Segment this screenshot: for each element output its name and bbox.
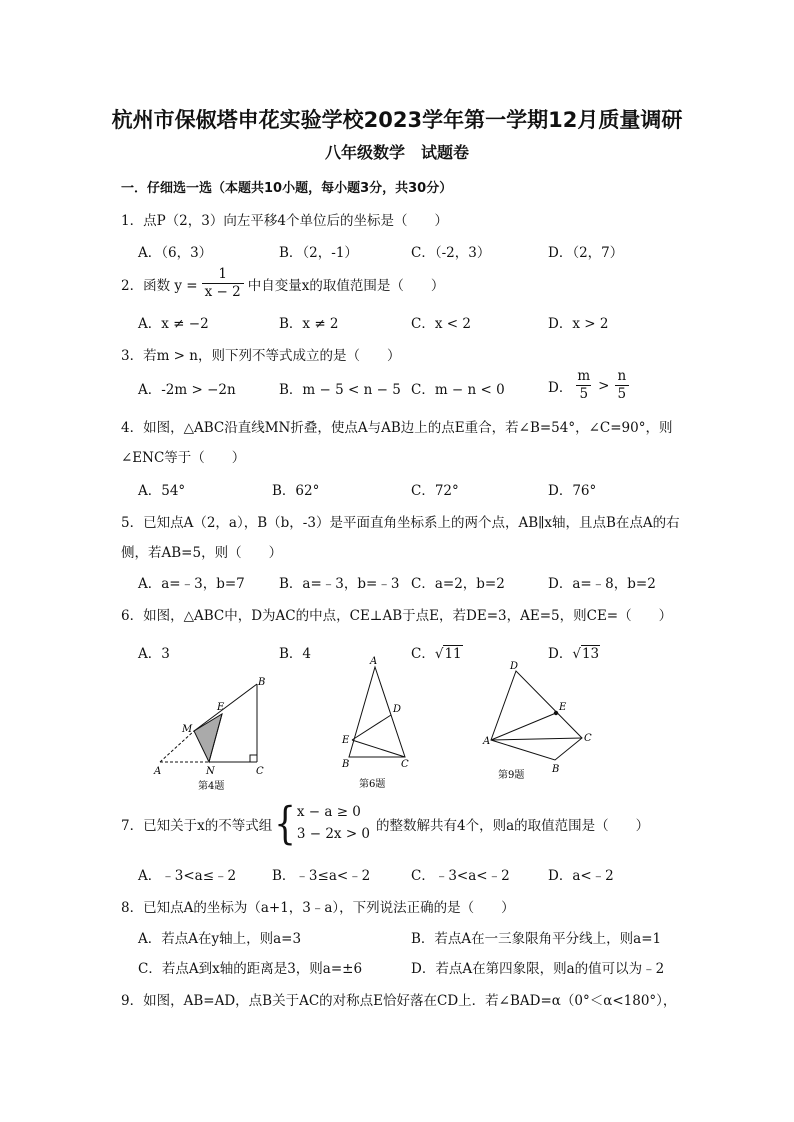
q7-text-before: 7．已知关于x的不等式组 (121, 817, 273, 834)
q7-option-b: B．﹣3≤a<﹣2 (272, 868, 371, 884)
fig4-right-angle-mark (250, 755, 257, 762)
q5-option-a: A．a=﹣3，b=7 (138, 576, 245, 592)
q3-option-d-label: D． (548, 379, 573, 396)
q6-option-d-label: D． (548, 646, 573, 662)
q6-option-a: A．3 (138, 646, 170, 662)
fig9-label-d: D (510, 661, 519, 672)
sqrt-sign: √ (434, 646, 444, 662)
question-1: 1．点P（2，3）向左平移4个单位后的坐标是（ ） (121, 213, 448, 229)
q7-inequality-2: 3 − 2x > 0 (296, 825, 371, 842)
fig4-label-b: B (258, 677, 266, 688)
fig9-caption: 第9题 (498, 770, 525, 781)
q8-option-b: B．若点A在一三象限角平分线上，则a=1 (411, 931, 662, 947)
question-7 (121, 797, 650, 850)
fig4-label-a: A (154, 766, 162, 777)
fig6-caption: 第6题 (359, 779, 386, 790)
fig6-label-b: B (342, 759, 350, 770)
fig9-outline-adcb (491, 671, 582, 760)
left-brace: { (274, 797, 296, 850)
section-heading: 一．仔细选一选（本题共10小题，每小题3分，共30分） (121, 181, 453, 196)
q2-option-b: B．x ≠ 2 (279, 316, 339, 332)
q3-option-d-op: > (598, 377, 610, 394)
question-4-line-2: ∠ENC等于（ ） (121, 450, 246, 466)
exam-title: 杭州市保俶塔申花实验学校2023学年第一学期12月质量调研 (111, 108, 683, 132)
fig9-label-b: B (552, 764, 560, 775)
exam-subtitle: 八年级数学 试题卷 (324, 143, 469, 162)
q7-inequality-system (297, 802, 370, 845)
fig6-label-e: E (342, 735, 350, 746)
q2-option-a: A．x ≠ −2 (138, 316, 209, 332)
question-6: 6．如图，△ABC中，D为AC的中点，CE⊥AB于点E，若DE=3，AE=5，则CE=（ ） (121, 608, 673, 624)
question-3: 3．若m > n，则下列不等式成立的是（ ） (121, 348, 401, 364)
q2-option-d: D．x > 2 (548, 316, 609, 332)
q7-option-c: C．﹣3<a<﹣2 (411, 868, 510, 884)
q4-option-c: C．72° (411, 483, 459, 499)
fig6-label-a: A (370, 656, 378, 667)
q6-option-c-radicand: 11 (444, 646, 462, 662)
q5-option-c: C．a=2，b=2 (411, 576, 505, 592)
q6-option-b: B．4 (279, 646, 312, 662)
q1-option-a: A．（6，3） (138, 245, 213, 261)
q8-option-a: A．若点A在y轴上，则a=3 (138, 931, 302, 947)
fig4-label-c: C (256, 766, 264, 777)
fig6-line-ce (352, 740, 405, 757)
q3-option-d-right-fraction (614, 369, 629, 402)
fig4-label-m: M (182, 724, 193, 735)
q1-option-d: D．（2，7） (548, 245, 624, 261)
q2-numerator: 1 (218, 266, 227, 282)
q3-d-left-num: m (577, 368, 591, 384)
fig9-label-e: E (559, 702, 567, 713)
fig4-caption: 第4题 (198, 781, 225, 792)
question-5-line-2: 侧，若AB=5，则（ ） (121, 545, 283, 561)
q3-option-d (548, 369, 631, 402)
q7-option-d: D．a<﹣2 (548, 868, 614, 884)
q6-option-d-radicand: 13 (581, 646, 600, 662)
q2-text-after: 中自变量x的取值范围是（ ） (247, 277, 445, 294)
q2-denominator: x − 2 (202, 283, 244, 301)
fig4-line-me (194, 684, 257, 731)
q3-d-left-den: 5 (576, 385, 591, 403)
fig9-label-a: A (483, 736, 491, 747)
q2-option-c: C．x < 2 (411, 316, 471, 332)
figure-q6 (335, 653, 420, 795)
q3-option-d-left-fraction (574, 369, 593, 402)
q3-d-right-den: 5 (615, 385, 630, 403)
q3-option-a: A．-2m > −2n (138, 382, 236, 398)
q5-option-b: B．a=﹣3，b=﹣3 (279, 576, 400, 592)
fig9-line-ac (491, 738, 582, 740)
q3-option-b: B．m − 5 < n − 5 (279, 382, 401, 398)
fig4-label-e: E (217, 702, 225, 713)
question-8: 8．已知点A的坐标为（a+1，3﹣a），下列说法正确的是（ ） (121, 900, 515, 916)
figure-q9 (482, 658, 600, 786)
fig9-line-ae (491, 713, 556, 740)
q4-option-a: A．54° (138, 483, 186, 499)
question-4-line-1: 4．如图，△ABC沿直线MN折叠，使点A与AB边上的点E重合，若∠B=54°，∠C=90°，则 (121, 420, 673, 436)
q1-option-b: B．（2，-1） (279, 245, 358, 261)
question-9: 9．如图，AB=AD，点B关于AC的对称点E恰好落在CD上．若∠BAD=α（0°＜α<180°）， (121, 993, 677, 1009)
q7-text-after: 的整数解共有4个，则a的取值范围是（ ） (376, 817, 650, 834)
q4-option-b: B．62° (272, 483, 320, 499)
q8-option-d: D．若点A在第四象限，则a的值可以为﹣2 (411, 961, 665, 977)
figure-q4 (150, 672, 280, 792)
q7-inequality-1: x − a ≥ 0 (296, 804, 361, 820)
fig4-shaded-triangle (194, 714, 222, 762)
q4-option-d: D．76° (548, 483, 597, 499)
q6-option-c-label: C． (411, 646, 435, 662)
q7-option-a: A．﹣3<a≤﹣2 (138, 868, 237, 884)
question-2 (121, 267, 444, 300)
q2-fraction (202, 267, 244, 300)
q2-text-before: 2．函数 y = (121, 277, 198, 294)
fig6-label-c: C (401, 759, 409, 770)
q3-option-c: C．m − n < 0 (411, 382, 505, 398)
q3-d-right-num: n (617, 368, 627, 384)
fig6-label-d: D (393, 704, 402, 715)
sqrt-sign: √ (572, 646, 581, 662)
question-5-line-1: 5．已知点A（2，a），B（b，-3）是平面直角坐标系上的两个点，AB∥x轴，且点B在点A的右 (121, 515, 680, 531)
fig9-label-c: C (584, 733, 592, 744)
q5-option-d: D．a=﹣8，b=2 (548, 576, 656, 592)
fig4-dashed-am (160, 731, 194, 762)
fig4-label-n: N (206, 766, 215, 777)
q8-option-c: C．若点A到x轴的距离是3，则a=±6 (138, 961, 363, 977)
fig9-point-e (554, 711, 558, 715)
q1-option-c: C．（-2，3） (411, 245, 491, 261)
